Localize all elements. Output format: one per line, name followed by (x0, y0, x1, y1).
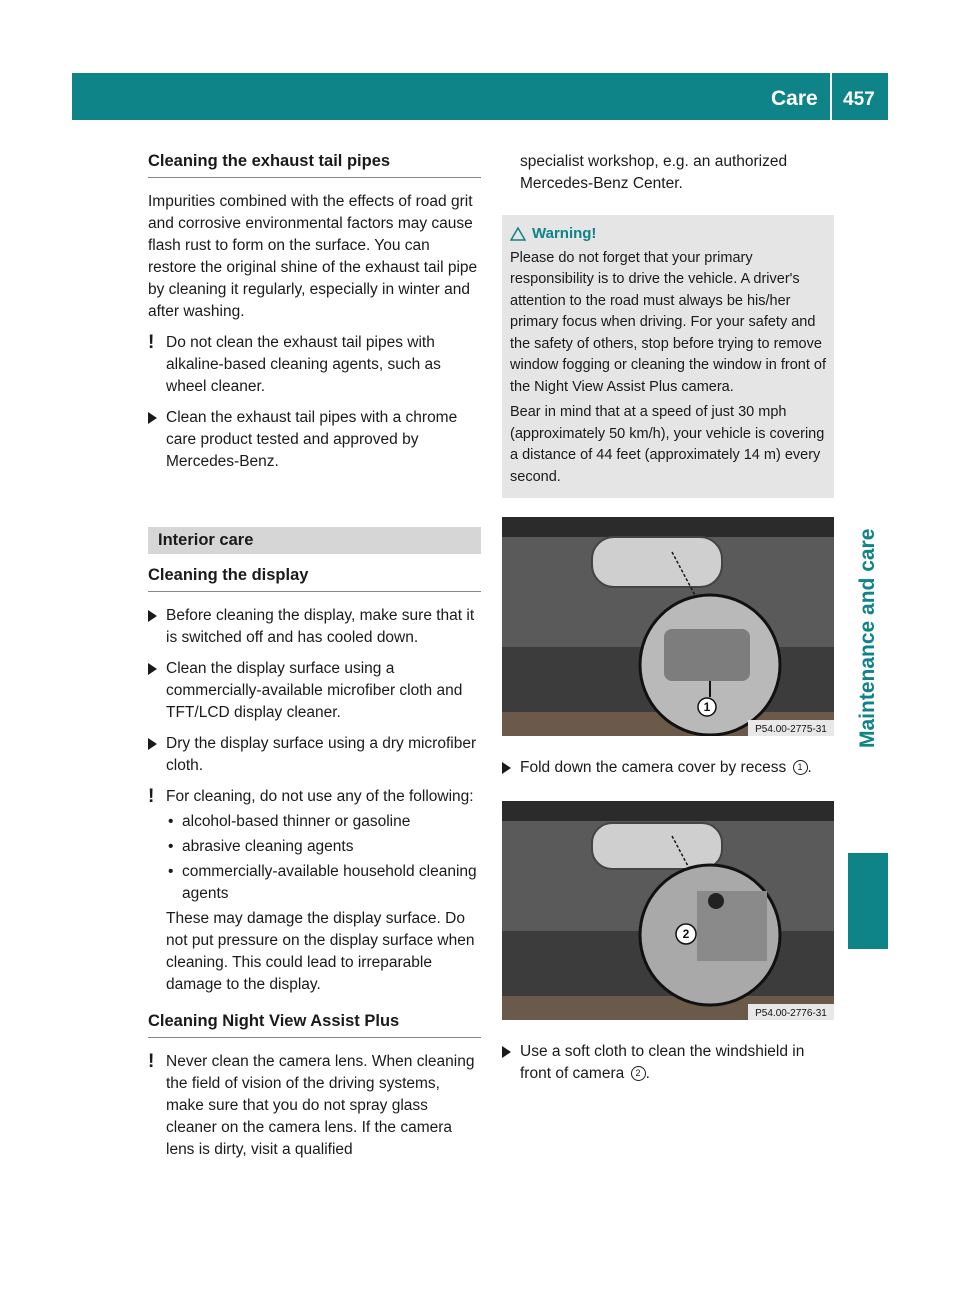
left-column (148, 150, 481, 1161)
callout-ref-2: 2 (631, 1066, 646, 1081)
header-bar (72, 73, 888, 120)
notice-display-intro: For cleaning, do not use any of the following: (166, 788, 474, 805)
header-title: Care (771, 87, 818, 110)
notice-exclamation-icon: ! (148, 786, 155, 807)
figure-callout-2: 2 (682, 927, 690, 941)
callout-ref-1: 1 (793, 760, 808, 775)
step-clean-windshield-text: Use a soft cloth to clean the windshield in front of camera (520, 1043, 805, 1082)
bullet-text: commercially-available household cleaning agents (182, 863, 477, 902)
step-display-2-text: Clean the display surface using a commercially-available microfiber cloth and TFT/LCD display cleaner. (166, 660, 463, 721)
notice-display (148, 786, 481, 808)
step-display-3 (148, 733, 481, 777)
warning-paragraph-2: Bear in mind that at a speed of just 30 mph (approximately 50 km/h), your vehicle is covering a distance of 44 feet (approximately 14 m) every second. (510, 404, 825, 485)
warning-triangle-icon (510, 227, 526, 241)
list-item: • commercially-available household cleaning agents (168, 863, 477, 902)
paragraph-exhaust: Impurities combined with the effects of road grit and corrosive environmental factors may cause flash rust to form on the surface. You can restore the original shine of the exhaust tail pipe by cleaning it regularly, especially in winter and after washing. (148, 193, 478, 320)
list-item: • abrasive cleaning agents (168, 838, 354, 855)
side-tab-label: Maintenance and care (856, 528, 879, 748)
step-display-1-text: Before cleaning the display, make sure that it is switched off and has cooled down. (166, 607, 475, 646)
step-arrow-icon (502, 1046, 511, 1058)
step-arrow-icon (148, 738, 157, 750)
side-tab-marker (848, 853, 888, 949)
warning-paragraph-1: Please do not forget that your primary responsibility is to drive the vehicle. A driver's attention to the road must always be his/her primary focus when driving. For your safety and the safety of others, stop before trying to remove window fogging or cleaning the window in front of the Night View Assist Plus camera. (510, 249, 826, 395)
figure-camera-cover (502, 517, 834, 736)
heading-night-view: Cleaning Night View Assist Plus (148, 1010, 481, 1038)
notice-exclamation-icon: ! (148, 1051, 155, 1072)
bullet-text: abrasive cleaning agents (182, 838, 354, 855)
figure-windshield-camera (502, 801, 834, 1020)
step-arrow-icon (148, 412, 157, 424)
header-divider (830, 73, 832, 120)
right-column (502, 151, 834, 1085)
notice-exclamation-icon: ! (148, 332, 155, 353)
notice-night-view-text: Never clean the camera lens. When cleaning the field of vision of the driving systems, make sure that you do not spray glass cleaner on the camera lens. If the camera lens is dirty, visit a qualified (166, 1053, 475, 1158)
figure-1-label: P54.00-2775-31 (755, 724, 827, 735)
continued-text: specialist workshop, e.g. an authorized Mercedes-Benz Center. (520, 153, 788, 192)
notice-exhaust-text: Do not clean the exhaust tail pipes with alkaline-based cleaning agents, such as wheel cleaner. (166, 334, 441, 395)
figure-callout-1: 1 (703, 700, 711, 714)
step-arrow-icon (148, 663, 157, 675)
figure-2-label: P54.00-2776-31 (755, 1008, 827, 1019)
step-display-3-text: Dry the display surface using a dry microfiber cloth. (166, 735, 477, 774)
heading-display: Cleaning the display (148, 564, 481, 592)
heading-exhaust: Cleaning the exhaust tail pipes (148, 150, 481, 178)
section-interior-care: Interior care (148, 527, 481, 554)
notice-display-tail: These may damage the display surface. Do not put pressure on the display surface when cleaning. This could lead to irreparable damage to the display. (166, 910, 475, 993)
warning-header (510, 223, 826, 245)
bullet-text: alcohol-based thinner or gasoline (182, 813, 411, 830)
step-fold-cover-text: Fold down the camera cover by recess (520, 759, 787, 776)
step-clean-windshield: Use a soft cloth to clean the windshield in front of camera 2 . (502, 1041, 834, 1085)
step-exhaust (148, 407, 481, 473)
step-arrow-icon (148, 610, 157, 622)
step-fold-cover: Fold down the camera cover by recess 1 . (502, 757, 834, 779)
warning-box (502, 215, 834, 498)
notice-exhaust (148, 332, 481, 398)
warning-title: Warning! (532, 225, 597, 242)
step-exhaust-text: Clean the exhaust tail pipes with a chrome care product tested and approved by Mercedes-Benz. (166, 409, 458, 470)
list-item: • alcohol-based thinner or gasoline (168, 813, 411, 830)
step-display-1 (148, 605, 481, 649)
notice-night-view (148, 1051, 481, 1161)
step-arrow-icon (502, 762, 511, 774)
page-number: 457 (843, 89, 875, 110)
step-display-2 (148, 658, 481, 724)
